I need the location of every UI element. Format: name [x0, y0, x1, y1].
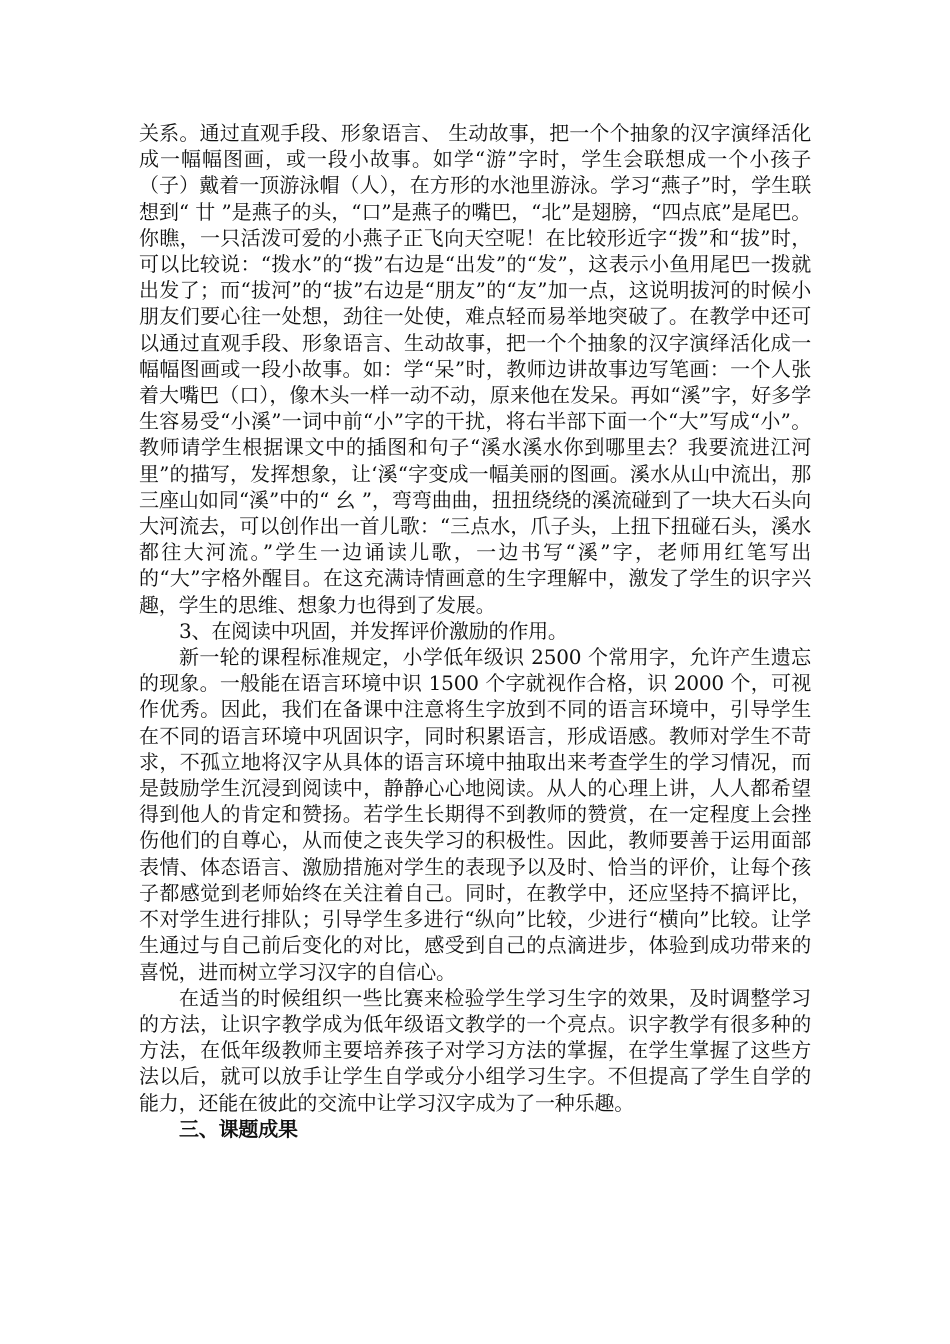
paragraph-subheading: 3、在阅读中巩固，并发挥评价激励的作用。	[179, 618, 568, 643]
paragraph-body: 新一轮的课程标准规定，小学低年级识 2500 个常用字，允许产生遗忘的现象。一般能在语言环境中识 1500 个字就视作合格，识 2000 个，可视作优秀。因此，我们在备课中注意将生字放到不同的语言环境中，引导学生在不同的语言环境中巩固识字，同时积累语言，形成语感。教师对学生不苛求，不孤立地将汉字从具体的语言环境中抽取出来考查学生的学习情况，而是鼓励学生沉浸到阅读中，静静心心地阅读。从人的心理上讲，人人都希望得到他人的肯定和赞扬。若学生长期得不到教师的赞赏，在一定程度上会挫伤他们的自尊心，从而使之丧失学习的积极性。因此，教师要善于运用面部表情、体态语言、激励措施对学生的表现予以及时、恰当的评价，让每个孩子都感觉到老师始终在关注着自己。同时，在教学中，还应坚持不搞评比，不对学生进行排队；引导学生多进行“纵向”比较，少进行“横向”比较。让学生通过与自己前后变化的对比，感受到自己的点滴进步，体验到成功带来的喜悦，进而树立学习汉字的自信心。	[139, 645, 811, 984]
section-heading: 三、课题成果	[179, 1116, 298, 1141]
paragraph-body: 在适当的时候组织一些比赛来检验学生学习生字的效果，及时调整学习的方法，让识字教学成为低年级语文教学的一个亮点。识字教学有很多种的方法，在低年级教师主要培养孩子对学习方法的掌握，在学生掌握了这些方法以后，就可以放手让学生自学或分小组学习生字。不但提高了学生自学的能力，还能在彼此的交流中让学习汉字成为了一种乐趣。	[139, 985, 811, 1115]
document-page	[139, 120, 811, 1142]
paragraph-continued: 关系。通过直观手段、形象语言、 生动故事，把一个个抽象的汉字演绎活化成一幅幅图画，或一段小故事。如学“游”字时，学生会联想成一个小孩子（子）戴着一顶游泳帽（人），在方形的水池里游泳。学习“燕子”时，学生联想到“ 廿 ”是燕子的头，“口”是燕子的嘴巴，“北”是翅膀，“四点底”是尾巴。你瞧，一只活泼可爱的小燕子正飞向天空呢！在比较形近字“拨”和“拔”时，可以比较说：“拨水”的“拨”右边是“出发”的“发”，这表示小鱼用尾巴一拨就出发了；而“拔河”的“拔”右边是“朋友”的“友”加一点，这说明拔河的时候小朋友们要心往一处想，劲往一处使，难点轻而易举地突破了。在教学中还可以通过直观手段、形象语言、生动故事，把一个个抽象的汉字演绎活化成一幅幅图画或一段小故事。如：学“呆”时，教师边讲故事边写笔画：一个人张着大嘴巴（口），像木头一样一动不动，原来他在发呆。再如“溪”字，好多学生容易受“小溪”一词中前“小”字的干扰，将右半部下面一个“大”写成“小”。教师请学生根据课文中的插图和句子“溪水溪水你到哪里去？我要流进江河里”的描写，发挥想象，让‘溪“字变成一幅美丽的图画。溪水从山中流出，那三座山如同“溪”中的“ 幺 ”，弯弯曲曲，扭扭绕绕的溪流碰到了一块大石头向大河流去，可以创作出一首儿歌：“三点水，爪子头，上扭下扭碰石头，溪水都往大河流。”学生一边诵读儿歌，一边书写“溪”字，老师用红笔写出的“大”字格外醒目。在这充满诗情画意的生字理解中，激发了学生的识字兴趣，学生的思维、想象力也得到了发展。	[139, 121, 811, 617]
